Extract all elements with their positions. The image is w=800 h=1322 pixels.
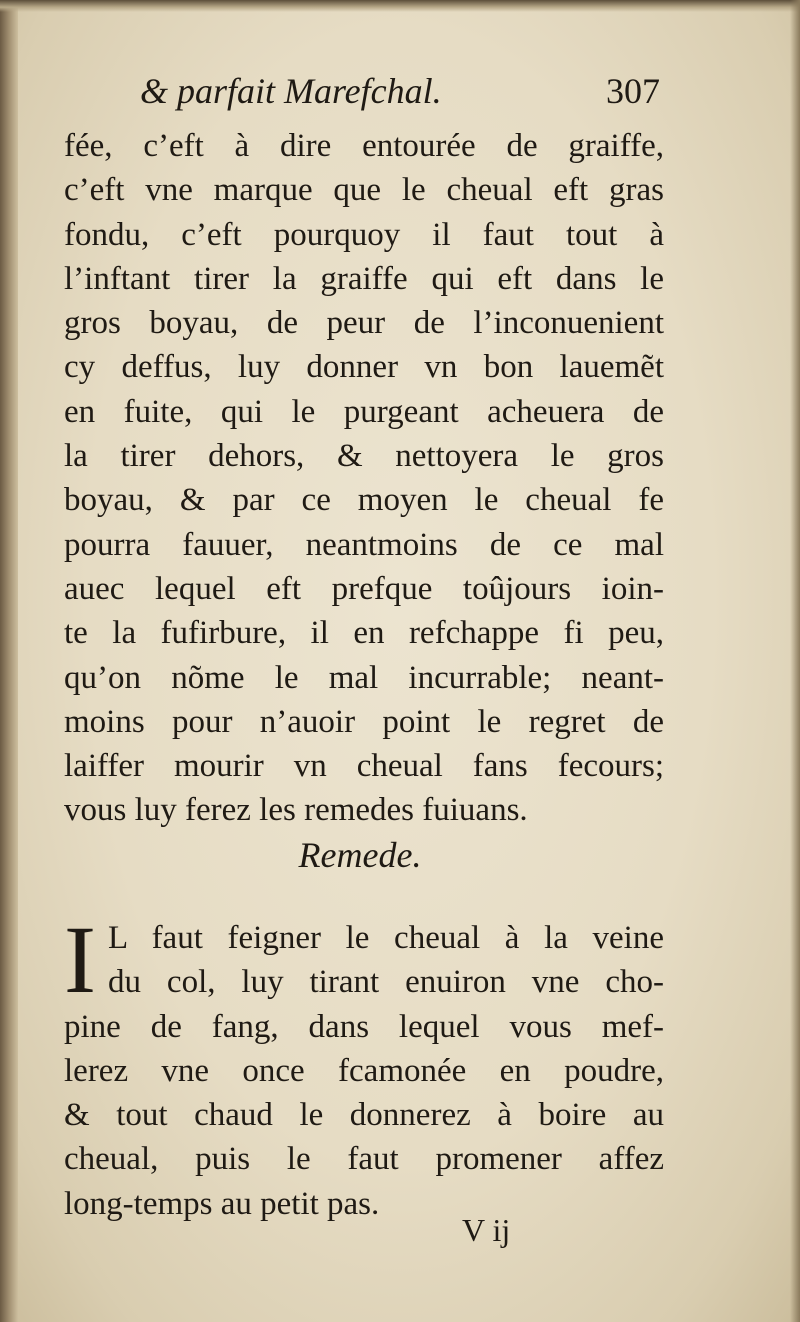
text-line: pine de fang, dans lequel vous mef- bbox=[64, 1008, 664, 1045]
text-line: du col, luy tirant enuiron vne cho- bbox=[108, 964, 664, 1001]
text-line: laiffer mourir vn cheual fans fecours; bbox=[64, 748, 664, 785]
text-line: en fuite, qui le purgeant acheuera de bbox=[64, 393, 664, 430]
main-paragraph bbox=[64, 124, 664, 833]
text-line: la tirer dehors, & nettoyera le gros bbox=[64, 438, 664, 475]
text-line: fée, c’eft à dire entourée de graiffe, bbox=[64, 128, 664, 164]
text-line: te la fufirbure, il en refchappe fi peu, bbox=[64, 615, 664, 652]
signature-mark: V ij bbox=[462, 1212, 511, 1248]
text-line: vous luy ferez les remedes fuiuans. bbox=[64, 792, 528, 829]
text-line: cheual, puis le faut promener affez bbox=[64, 1141, 664, 1178]
text-line: lerez vne once fcamonée en poudre, bbox=[64, 1052, 664, 1089]
text-line: long-temps au petit pas. bbox=[64, 1185, 380, 1222]
text-line: l’inftant tirer la graiffe qui eft dans le bbox=[64, 260, 664, 297]
text-line: cy deffus, luy donner vn bon lauemẽt bbox=[64, 349, 664, 386]
page-number: 307 bbox=[606, 71, 660, 111]
text-line: pourra fauuer, neantmoins de ce mal bbox=[64, 526, 664, 563]
text-line: gros boyau, de peur de l’inconuenient bbox=[64, 305, 664, 342]
book-spine-shadow bbox=[0, 0, 18, 1322]
running-title: & parfait Marefchal. bbox=[140, 71, 442, 111]
section-heading: Remede. bbox=[298, 835, 422, 875]
text-line: fondu, c’eft pourquoy il faut tout à bbox=[64, 216, 664, 253]
running-header bbox=[140, 70, 660, 120]
drop-cap: I bbox=[64, 906, 96, 1013]
page-right-edge bbox=[790, 0, 800, 1322]
text-line: qu’on nõme le mal incurrable; neant- bbox=[64, 659, 664, 696]
page-top-edge bbox=[0, 0, 800, 12]
text-line: boyau, & par ce moyen le cheual fe bbox=[64, 482, 664, 519]
text-line: c’eft vne marque que le cheual eft gras bbox=[64, 172, 664, 209]
text-line: & tout chaud le donnerez à boire au bbox=[64, 1097, 664, 1134]
text-line: auec lequel eft prefque toûjours ioin- bbox=[64, 570, 664, 607]
text-line: L faut feigner le cheual à la veine bbox=[108, 920, 664, 956]
remedy-paragraph bbox=[64, 906, 664, 1226]
text-line: moins pour n’auoir point le regret de bbox=[64, 703, 664, 740]
